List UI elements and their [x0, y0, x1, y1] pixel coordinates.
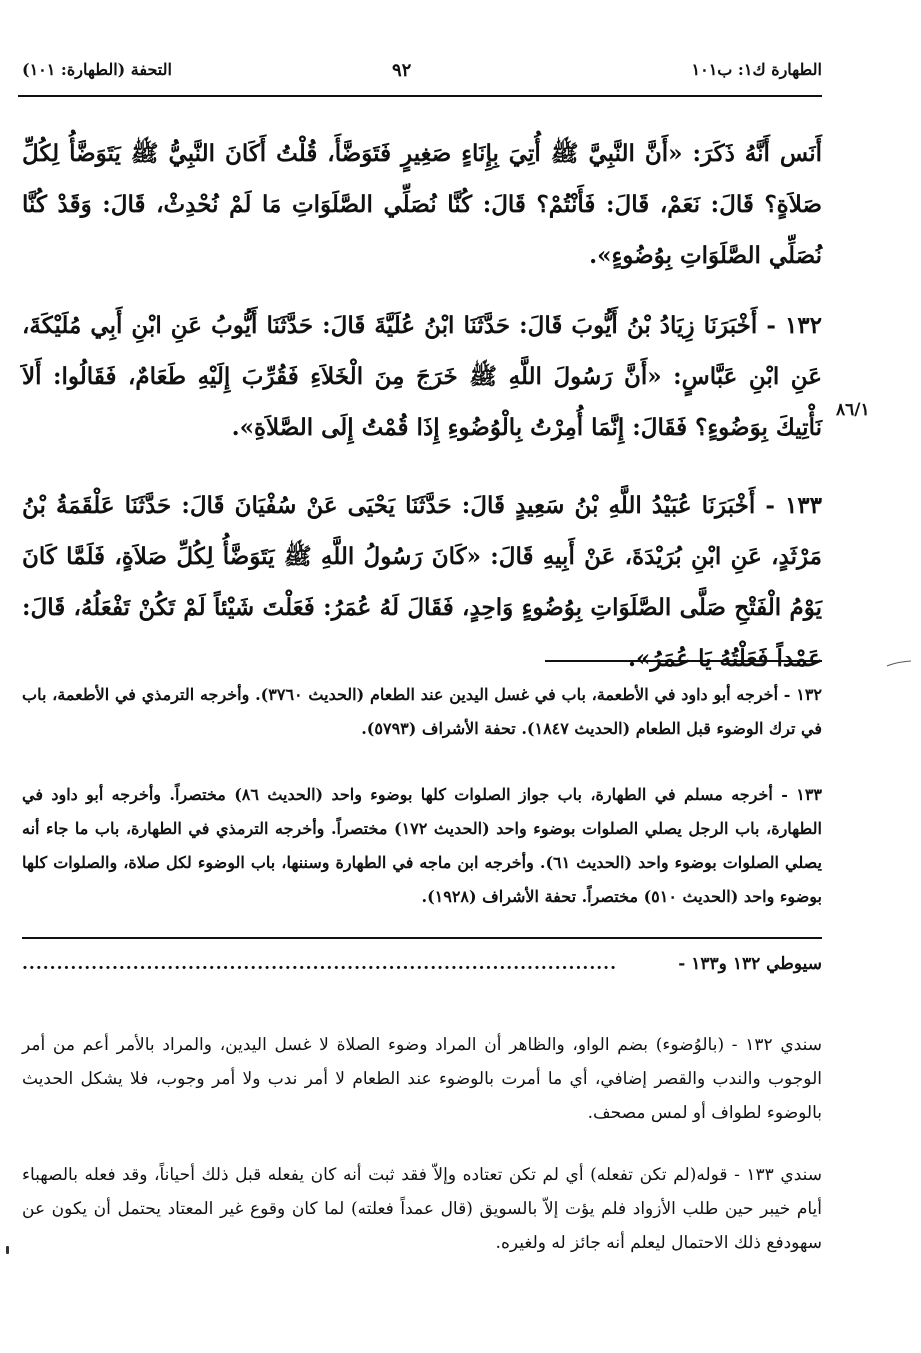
commentary-divider — [22, 937, 822, 939]
footnote-divider — [545, 660, 822, 662]
tuhfa-reference: التحفة (الطهارة: ١٠١) — [22, 60, 172, 79]
takhrij-132: ١٣٢ - أخرجه أبو داود في الأطعمة، باب في غسل اليدين عند الطعام (الحديث ٣٧٦٠). وأخرجه الترمذي في الأطعمة، باب في ترك الوضوء قبل الطعام (الحديث ١٨٤٧). تحفة الأشراف (٥٧٩٣). — [22, 685, 823, 738]
suyuti-commentary-line — [22, 954, 822, 984]
suyuti-dots: ...................................................................................... — [22, 954, 617, 974]
sindi-commentary-133: سندي ١٣٣ - قوله(لم تكن تفعله) أي لم تكن تعتاده وإلاّ فقد ثبت أنه كان يفعله قبل ذلك أحياناً، وقد فعله بالصهباء أيام خيبر حين طلب الأزواد فلم يؤت إلاّ بالسويق (قال عمداً فعلته) لما كان وقوع غير المعتاد يحتمل أن يكون عن سهودفع ذلك الاحتمال ليعلم أنه جائز له ولغيره. — [22, 1165, 822, 1253]
header-divider — [18, 95, 822, 97]
hadith-133: ١٣٣ - أَخْبَرَنَا عُبَيْدُ اللَّهِ بْنُ سَعِيدٍ قَالَ: حَدَّثَنَا يَحْيَى عَنْ سُفْيَانَ قَالَ: حَدَّثَنَا عَلْقَمَةُ بْنُ مَرْثَدٍ، عَنِ ابْنِ بُرَيْدَةَ، عَنْ أَبِيهِ قَالَ: «كَانَ رَسُولُ اللَّهِ ﷺ يَتَوَضَّأُ لِكُلِّ صَلاَةٍ، فَلَمَّا كَانَ يَوْمُ الْفَتْحِ صَلَّى الصَّلَوَاتِ بِوُضُوءٍ وَاحِدٍ، فَقَالَ لَهُ عُمَرُ: فَعَلْتَ شَيْئاً لَمْ تَكُنْ تَفْعَلُهُ، قَالَ: عَمْداً فَعَلْتُهُ يَا عُمَرُ». — [22, 492, 822, 672]
running-header — [22, 60, 822, 90]
takhrij-133: ١٣٣ - أخرجه مسلم في الطهارة، باب جواز الصلوات كلها بوضوء واحد (الحديث ٨٦) مختصراً. وأخرجه أبو داود في الطهارة، باب الرجل يصلي الصلوات بوضوء واحد (الحديث ١٧٢) مختصراً. وأخرجه الترمذي في الطهارة، باب ما جاء أنه يصلي الصلوات بوضوء واحد (الحديث ٦١). وأخرجه ابن ماجه في الطهارة وسننها، باب الوضوء لكل صلاة، والصلوات كلها بوضوء واحد (الحديث ٥١٠) مختصراً. تحفة الأشراف (١٩٢٨). — [22, 785, 823, 906]
margin-reference: ٨٦/١ — [836, 400, 870, 420]
suyuti-label: سيوطي ١٣٢ و١٣٣ - — [678, 954, 822, 974]
page-number: ٩٢ — [392, 60, 412, 81]
sindi-commentary-132: سندي ١٣٢ - (بالوُضوء) بضم الواو، والظاهر أن المراد وضوء الصلاة لا غسل اليدين، والمراد بالأمر أعم من أمر الوجوب والندب والقصر إضافي، أي ما أمرت بالوضوء عند الطعام لا أمر ندب ولا أمر وجوب، فلا يشكل الحديث بالوضوء لطواف أو لمس مصحف. — [22, 1035, 823, 1123]
scan-speck — [886, 660, 912, 668]
hadith-132: ١٣٢ - أَخْبَرَنَا زِيَادُ بْنُ أَيُّوبَ قَالَ: حَدَّثَنَا ابْنُ عُلَيَّةَ قَالَ: حَدَّثَنَا أَيُّوبُ عَنِ ابْنِ أَبِي مُلَيْكَةَ، عَنِ ابْنِ عَبَّاسٍ: «أَنَّ رَسُولَ اللَّهِ ﷺ خَرَجَ مِنَ الْخَلاَءِ فَقُرِّبَ إِلَيْهِ طَعَامٌ، فَقَالُوا: أَلاَ نَأْتِيكَ بِوَضُوءٍ؟ فَقَالَ: إِنَّمَا أُمِرْتُ بِالْوُضُوءِ إِذَا قُمْتُ إِلَى الصَّلاَةِ». — [22, 312, 822, 441]
section-reference: الطهارة ك١: ب١٠١ — [691, 60, 822, 79]
scan-edge-mark — [6, 1246, 9, 1254]
hadith-131-continuation: أَنَس أَنَّهُ ذَكَرَ: «أَنَّ النَّبِيَّ ﷺ أُتِيَ بِإِنَاءٍ صَغِيرٍ فَتَوَضَّأَ، قُلْتُ أَكَانَ النَّبِيُّ ﷺ يَتَوَضَّأُ لِكُلِّ صَلاَةٍ؟ قَالَ: نَعَمْ، قَالَ: فَأَنْتُمْ؟ قَالَ: كُنَّا نُصَلِّي الصَّلَوَاتِ مَا لَمْ نُحْدِثْ، قَالَ: وَقَدْ كُنَّا نُصَلِّي الصَّلَوَاتِ بِوُضُوءٍ». — [22, 140, 822, 269]
